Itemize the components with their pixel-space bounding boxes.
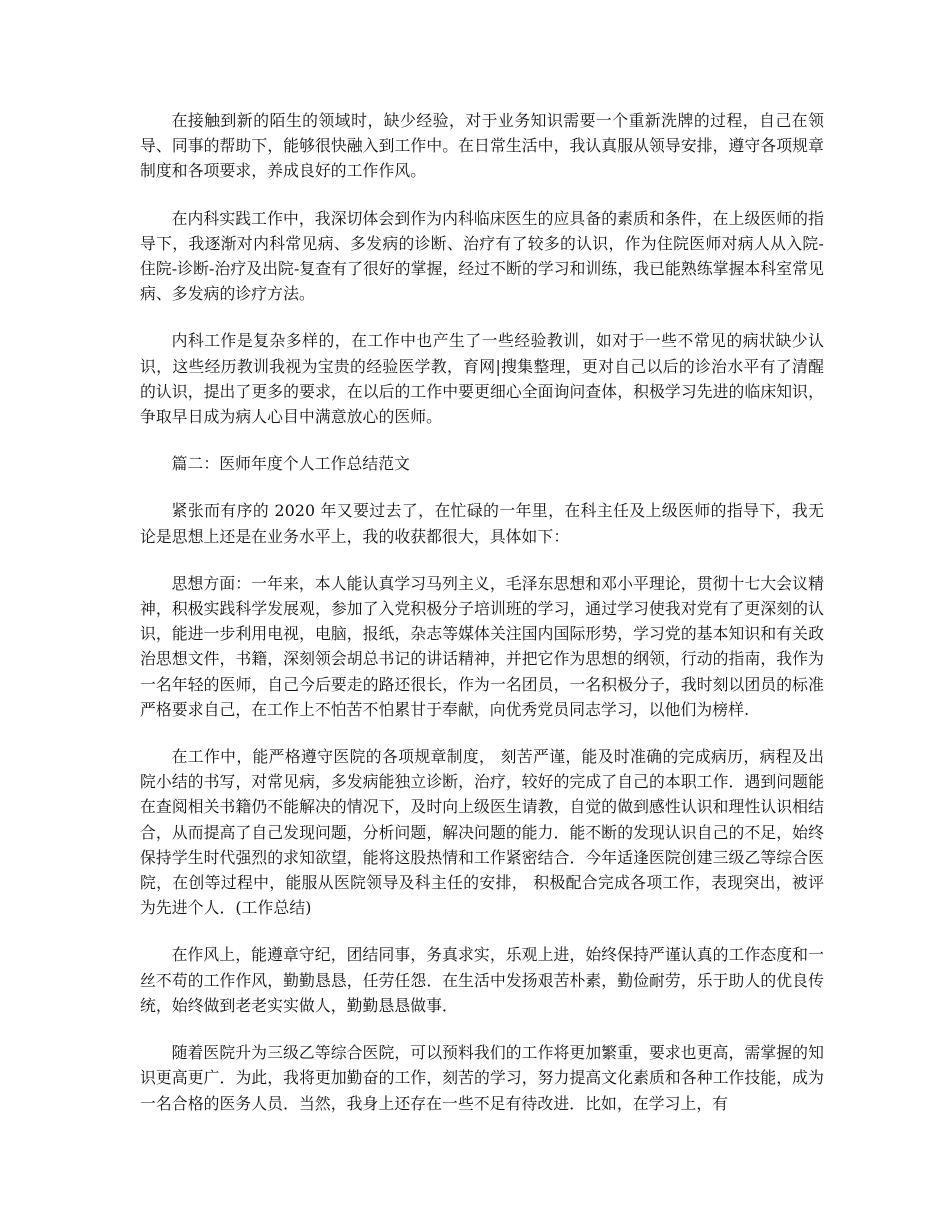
paragraph-5: 思想方面：一年来，本人能认真学习马列主义，毛泽东思想和邓小平理论，贯彻十七大会议精神，积极实践科学发展观，参加了入党积极分子培训班的学习，通过学习使我对党有了更深刻的认识，能进一步利用电视，电脑，报纸，杂志等媒体关注国内国际形势，学习党的基本知识和有关政治思想文件，书籍，深刻领会胡总书记的讲话精神，并把它作为思想的纲领，行动的指南，我作为一名年轻的医师，自己今后要走的路还很长，作为一名团员，一名积极分子，我时刻以团员的标准严格要求自己，在工作上不怕苦不怕累甘于奉献，向优秀党员同志学习，以他们为榜样.	[140, 573, 824, 719]
paragraph-4: 紧张而有序的 2020 年又要过去了，在忙碌的一年里，在科主任及上级医师的指导下，我无论是思想上还是在业务水平上，我的收获都很大，具体如下：	[140, 501, 824, 546]
paragraph-1: 在接触到新的陌生的领域时，缺少经验，对于业务知识需要一个重新洗牌的过程，自己在领导、同事的帮助下，能够很快融入到工作中。在日常生活中，我认真服从领导安排，遵守各项规章制度和各项要求，养成良好的工作作风。	[140, 111, 824, 181]
paragraph-7: 在作风上，能遵章守纪，团结同事，务真求实，乐观上进，始终保持严谨认真的工作态度和一丝不苟的工作作风，勤勤恳恳，任劳任怨．在生活中发扬艰苦朴素，勤俭耐劳，乐于助人的优良传统，始终做到老老实实做人，勤勤恳恳做事．	[140, 945, 824, 1015]
paragraph-6: 在工作中，能严格遵守医院的各项规章制度， 刻苦严谨，能及时准确的完成病历，病程及出院小结的书写，对常见病，多发病能独立诊断，治疗，较好的完成了自己的本职工作．遇到问题能在查阅相关书籍仍不能解决的情况下，及时向上级医生请教，自觉的做到感性认识和理性认识相结合，从而提高了自己发现问题，分析问题，解决问题的能力．能不断的发现认识自己的不足，始终保持学生时代强烈的求知欲望，能将这股热情和工作紧密结合．今年适逢医院创建三级乙等综合医院，在创等过程中，能服从医院领导及科主任的安排， 积极配合完成各项工作，表现突出，被评为先进个人．(工作总结)	[140, 747, 824, 918]
paragraph-8: 随着医院升为三级乙等综合医院，可以预料我们的工作将更加繁重，要求也更高，需掌握的知识更高更广．为此，我将更加勤奋的工作，刻苦的学习，努力提高文化素质和各种工作技能，成为一名合格的医务人员．当然，我身上还存在一些不足有待改进．比如，在学习上，有	[140, 1043, 824, 1113]
paragraph-3: 内科工作是复杂多样的，在工作中也产生了一些经验教训，如对于一些不常见的病状缺少认识，这些经历教训我视为宝贵的经验医学教，育网|搜集整理，更对自己以后的诊治水平有了清醒的认识，提出了更多的要求，在以后的工作中要更细心全面询问查体，积极学习先进的临床知识，争取早日成为病人心目中满意放心的医师。	[140, 331, 824, 427]
document-page	[140, 108, 824, 1138]
paragraph-2: 在内科实践工作中，我深切体会到作为内科临床医生的应具备的素质和条件，在上级医师的指导下，我逐渐对内科常见病、多发病的诊断、治疗有了较多的认识，作为住院医师对病人从入院-住院-诊断-治疗及出院-复查有了很好的掌握，经过不断的学习和训练，我已能熟练掌握本科室常见病、多发病的诊疗方法。	[140, 208, 824, 304]
section-heading: 篇二：医师年度个人工作总结范文	[171, 454, 411, 474]
